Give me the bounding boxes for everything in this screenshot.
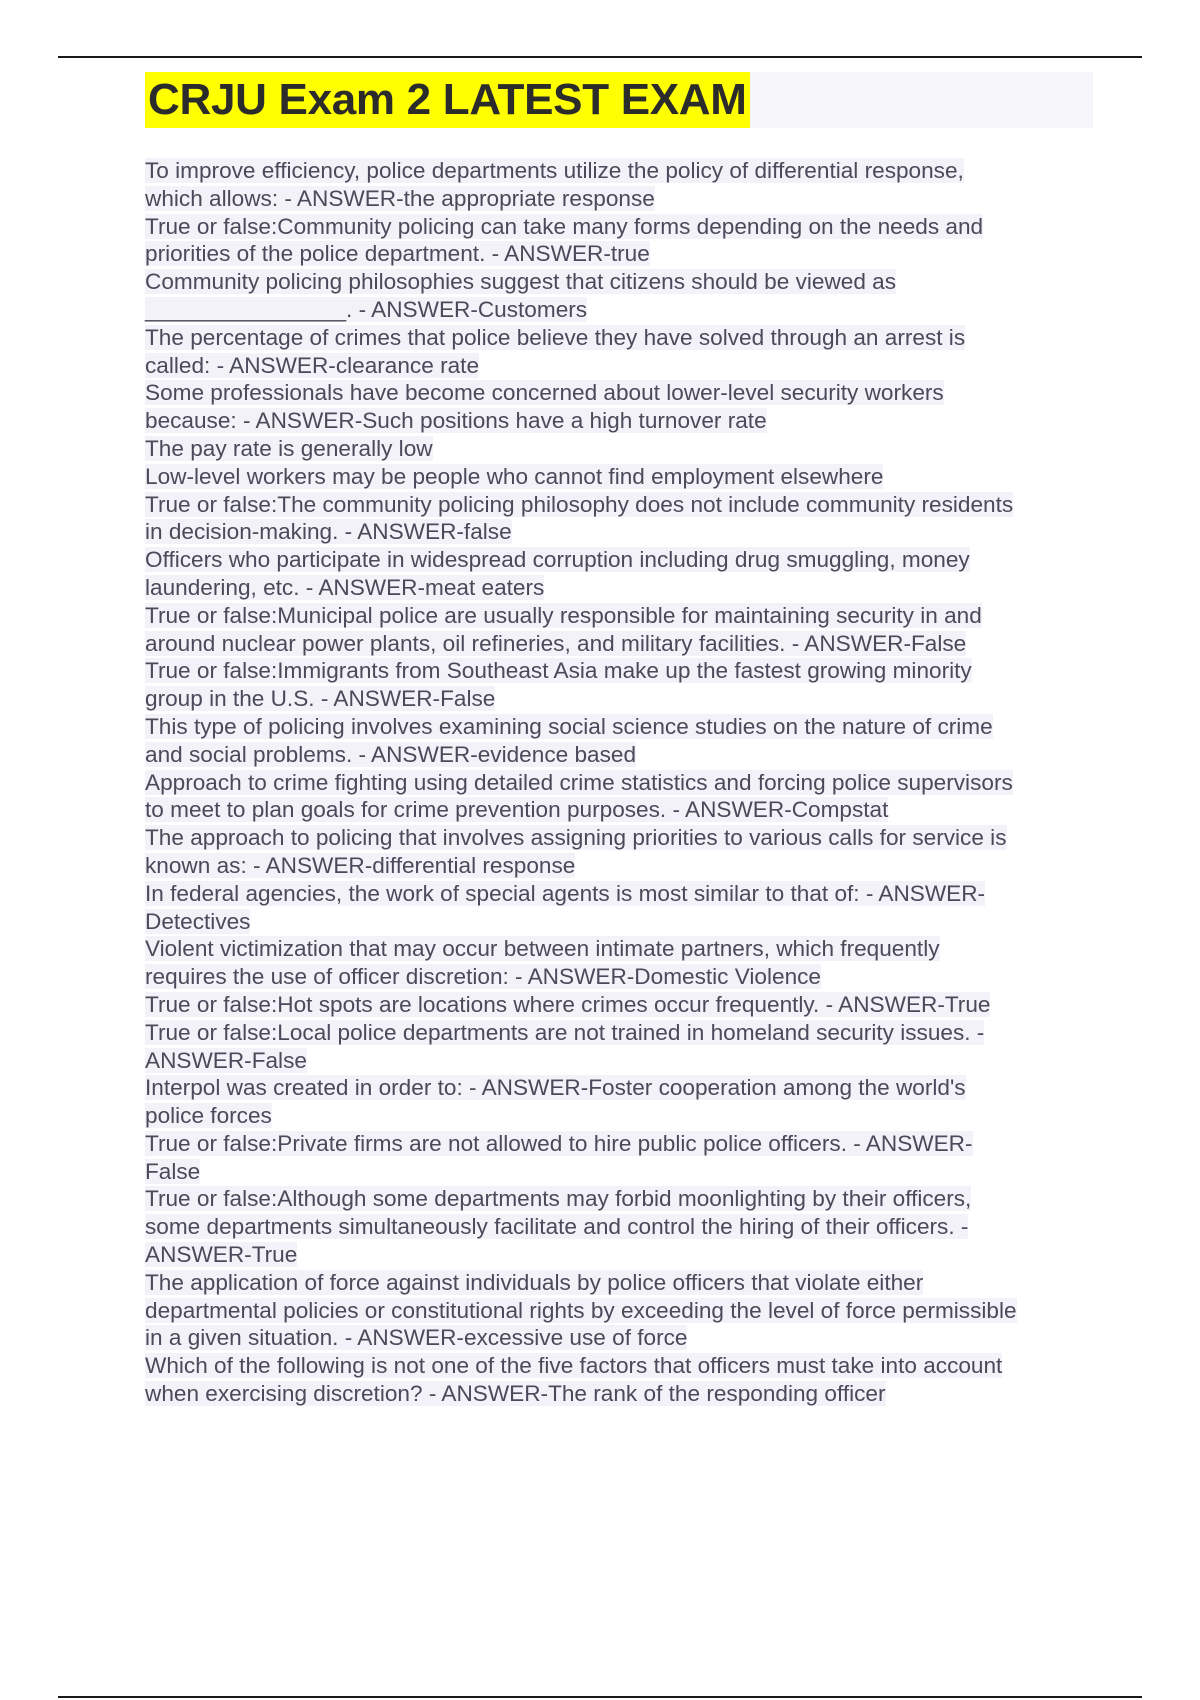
text-line-content: True or false:Although some departments may forbid moonlighting by their officers,	[145, 1186, 972, 1212]
text-line	[145, 1352, 1085, 1380]
text-line-content: True or false:Local police departments are not trained in homeland security issues. -	[145, 1019, 985, 1045]
text-line	[145, 741, 1085, 769]
text-line	[145, 352, 1085, 380]
title-row	[145, 72, 1093, 128]
text-line	[145, 1019, 1085, 1047]
text-line-content: group in the U.S. - ANSWER-False	[145, 686, 496, 712]
top-rule	[58, 56, 1142, 58]
text-line-content: The percentage of crimes that police believe they have solved through an arrest is	[145, 324, 966, 350]
text-line	[145, 157, 1085, 185]
text-line-content: which allows: - ANSWER-the appropriate response	[145, 185, 655, 211]
text-line	[145, 908, 1085, 936]
text-line-content: Officers who participate in widespread corruption including drug smuggling, money	[145, 547, 970, 573]
text-line	[145, 1213, 1085, 1241]
text-line-content: priorities of the police department. - ANSWER-true	[145, 241, 650, 267]
text-line	[145, 1241, 1085, 1269]
bottom-rule	[58, 1696, 1142, 1698]
text-line-content: known as: - ANSWER-differential response	[145, 852, 576, 878]
text-line	[145, 518, 1085, 546]
text-line	[145, 296, 1085, 324]
text-line	[145, 435, 1085, 463]
text-line	[145, 574, 1085, 602]
text-line-content: True or false:The community policing philosophy does not include community residents	[145, 491, 1014, 517]
text-line-content: Low-level workers may be people who cannot find employment elsewhere	[145, 463, 884, 489]
text-line	[145, 185, 1085, 213]
text-line-content: ANSWER-False	[145, 1047, 307, 1073]
text-line	[145, 963, 1085, 991]
text-line	[145, 852, 1085, 880]
text-line	[145, 1158, 1085, 1186]
document-body	[145, 157, 1085, 1408]
text-line-content: because: - ANSWER-Such positions have a high turnover rate	[145, 408, 767, 434]
text-line-content: Violent victimization that may occur between intimate partners, which frequently	[145, 936, 940, 962]
text-line-content: called: - ANSWER-clearance rate	[145, 352, 480, 378]
text-line-content: when exercising discretion? - ANSWER-The rank of the responding officer	[145, 1381, 886, 1407]
text-line-content: True or false:Community policing can take many forms depending on the needs and	[145, 213, 984, 239]
text-line	[145, 796, 1085, 824]
text-line-content: in a given situation. - ANSWER-excessive use of force	[145, 1325, 688, 1351]
text-line-content: requires the use of officer discretion: - ANSWER-Domestic Violence	[145, 964, 822, 990]
text-line-content: False	[145, 1158, 201, 1184]
text-line-content: Community policing philosophies suggest that citizens should be viewed as	[145, 269, 897, 295]
text-line-content: departmental policies or constitutional rights by exceeding the level of force permissible	[145, 1297, 1017, 1323]
text-line-content: True or false:Hot spots are locations where crimes occur frequently. - ANSWER-True	[145, 991, 991, 1017]
text-line	[145, 491, 1085, 519]
text-line	[145, 824, 1085, 852]
text-line	[145, 1324, 1085, 1352]
text-line	[145, 685, 1085, 713]
text-line	[145, 240, 1085, 268]
text-line	[145, 935, 1085, 963]
text-line	[145, 630, 1085, 658]
text-line	[145, 602, 1085, 630]
text-line-content: Detectives	[145, 908, 251, 934]
text-line-content: Approach to crime fighting using detailed crime statistics and forcing police supervisors	[145, 769, 1013, 795]
text-line-content: ________________. - ANSWER-Customers	[145, 296, 588, 322]
text-line-content: some departments simultaneously facilitate and control the hiring of their officers. -	[145, 1214, 969, 1240]
text-line-content: and social problems. - ANSWER-evidence based	[145, 741, 637, 767]
text-line	[145, 324, 1085, 352]
text-line-content: The approach to policing that involves assigning priorities to various calls for service is	[145, 825, 1007, 851]
text-line	[145, 1074, 1085, 1102]
text-line	[145, 1297, 1085, 1325]
text-line	[145, 657, 1085, 685]
text-line	[145, 407, 1085, 435]
text-line	[145, 268, 1085, 296]
text-line-content: The application of force against individuals by police officers that violate either	[145, 1269, 924, 1295]
text-line	[145, 463, 1085, 491]
text-line-content: In federal agencies, the work of special agents is most similar to that of: - ANSWER-	[145, 880, 986, 906]
text-line	[145, 991, 1085, 1019]
text-line	[145, 1380, 1085, 1408]
text-line	[145, 213, 1085, 241]
text-line	[145, 713, 1085, 741]
text-line-content: This type of policing involves examining social science studies on the nature of crime	[145, 713, 993, 739]
text-line-content: police forces	[145, 1103, 272, 1129]
text-line-content: Interpol was created in order to: - ANSWER-Foster cooperation among the world's	[145, 1075, 966, 1101]
text-line-content: laundering, etc. - ANSWER-meat eaters	[145, 574, 545, 600]
text-line-content: The pay rate is generally low	[145, 435, 433, 461]
text-line-content: True or false:Municipal police are usually responsible for maintaining security in and	[145, 602, 982, 628]
text-line	[145, 379, 1085, 407]
text-line	[145, 1130, 1085, 1158]
text-line	[145, 880, 1085, 908]
text-line-content: in decision-making. - ANSWER-false	[145, 519, 512, 545]
text-line-content: True or false:Private firms are not allowed to hire public police officers. - ANSWER-	[145, 1130, 973, 1156]
text-line-content: Some professionals have become concerned about lower-level security workers	[145, 380, 944, 406]
text-line	[145, 769, 1085, 797]
text-line-content: to meet to plan goals for crime prevention purposes. - ANSWER-Compstat	[145, 797, 889, 823]
text-line	[145, 1185, 1085, 1213]
document-title: CRJU Exam 2 LATEST EXAM	[145, 72, 750, 128]
text-line-content: ANSWER-True	[145, 1242, 298, 1268]
text-line-content: Which of the following is not one of the five factors that officers must take into account	[145, 1353, 1003, 1379]
text-line-content: To improve efficiency, police departments utilize the policy of differential response,	[145, 158, 964, 183]
text-line-content: True or false:Immigrants from Southeast Asia make up the fastest growing minority	[145, 658, 972, 684]
text-line-content: around nuclear power plants, oil refineries, and military facilities. - ANSWER-False	[145, 630, 967, 656]
text-line	[145, 1269, 1085, 1297]
text-line	[145, 546, 1085, 574]
text-line	[145, 1047, 1085, 1075]
text-line	[145, 1102, 1085, 1130]
